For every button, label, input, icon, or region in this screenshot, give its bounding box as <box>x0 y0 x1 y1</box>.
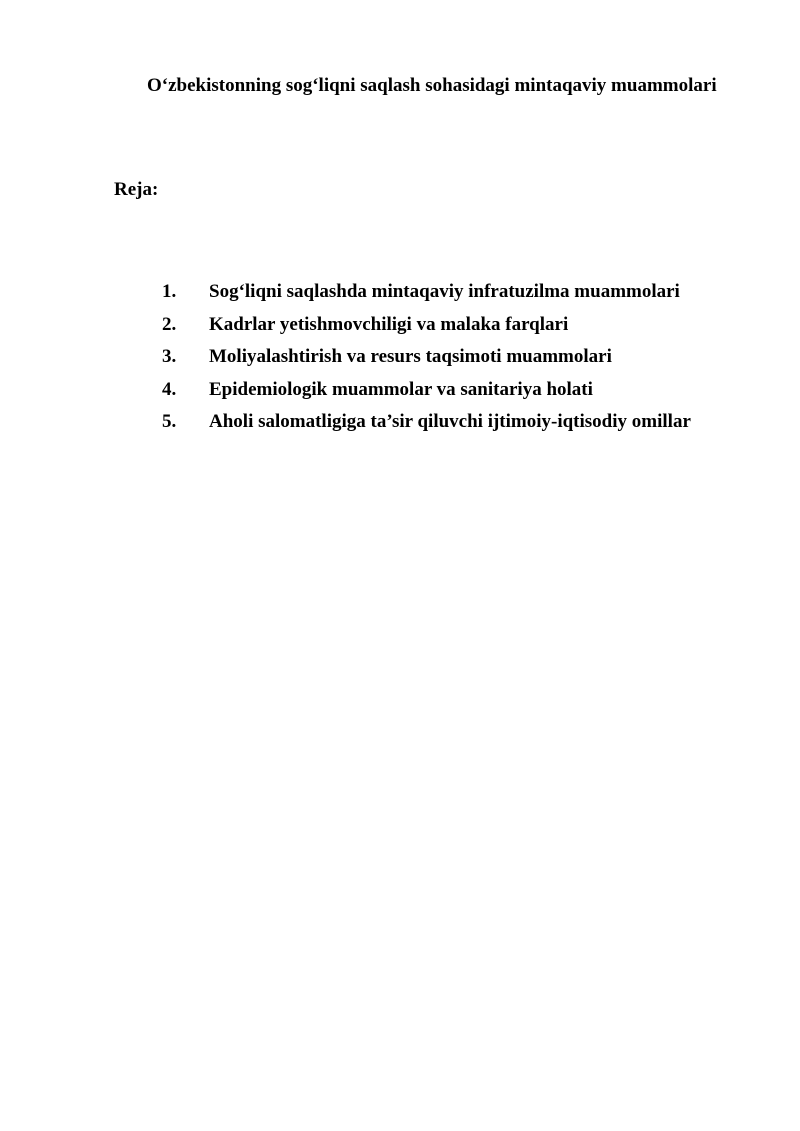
plan-item-number: 2. <box>162 313 177 335</box>
plan-item-5 <box>0 411 800 444</box>
plan-item-1 <box>0 281 800 314</box>
plan-item-3 <box>0 346 800 379</box>
page-title: O‘zbekistonning sog‘liqni saqlash sohasidagi mintaqaviy muammolari <box>147 75 717 96</box>
plan-list <box>0 281 800 444</box>
plan-item-text: Sog‘liqni saqlashda mintaqaviy infratuzilma muammolari <box>209 281 680 302</box>
plan-item-2 <box>0 314 800 347</box>
plan-item-text: Kadrlar yetishmovchiligi va malaka farqlari <box>209 313 569 335</box>
plan-item-number: 4. <box>162 378 177 400</box>
plan-item-4 <box>0 379 800 412</box>
plan-item-number: 1. <box>162 281 177 302</box>
plan-heading: Reja: <box>114 179 159 200</box>
plan-item-text: Moliyalashtirish va resurs taqsimoti muammolari <box>209 346 612 367</box>
plan-item-number: 5. <box>162 411 177 432</box>
plan-item-number: 3. <box>162 346 177 367</box>
plan-item-text: Epidemiologik muammolar va sanitariya holati <box>209 378 593 400</box>
plan-item-text: Aholi salomatligiga ta’sir qiluvchi ijtimoiy-iqtisodiy omillar <box>209 411 691 432</box>
